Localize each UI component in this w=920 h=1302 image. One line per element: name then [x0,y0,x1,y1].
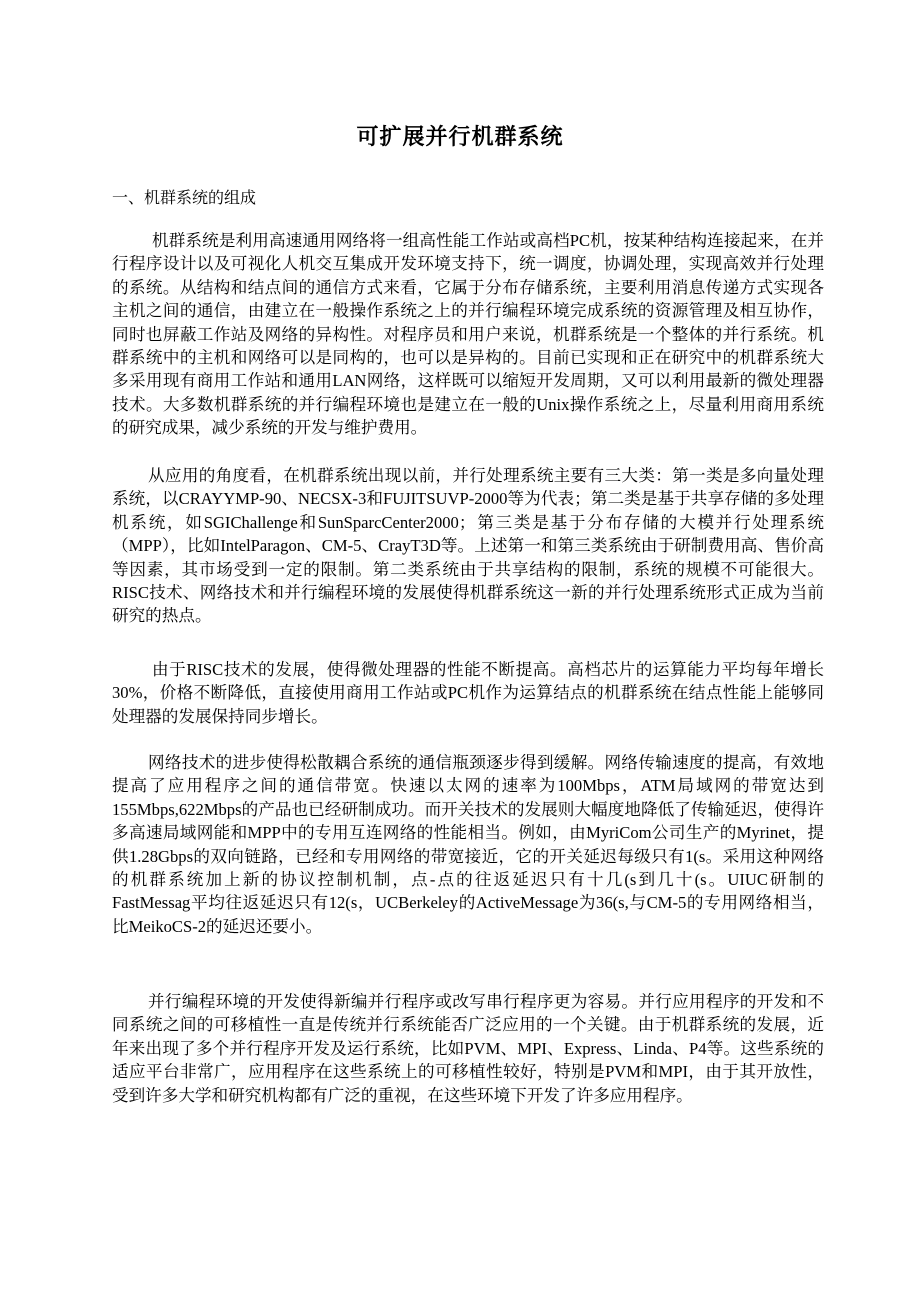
paragraph-5: 并行编程环境的开发使得新编并行程序或改写串行程序更为容易。并行应用程序的开发和不同系统之间的可移植性一直是传统并行系统能否广泛应用的一个关键。由于机群系统的发展，近年来出现了多个并行程序开发及运行系统，比如PVM、MPI、Express、Linda、P4等。这些系统的适应平台非常广，应用程序在这些系统上的可移植性较好，特别是PVM和MPI，由于其开放性，受到许多大学和研究机构都有广泛的重视，在这些环境下开发了许多应用程序。 [112,992,824,1105]
paragraph-2: 从应用的角度看，在机群系统出现以前，并行处理系统主要有三大类：第一类是多向量处理系统，以CRAYYMP-90、NECSX-3和FUJITSUVP-2000等为代表；第二类是基于共享存储的多处理机系统，如SGIChallenge和SunSparcCenter2000；第三类是基于分布存储的大模并行处理系统（MPP），比如IntelParagon、CM-5、CrayT3D等。上述第一和第三类系统由于研制费用高、售价高等因素，其市场受到一定的限制。第二类系统由于共享结构的限制，系统的规模不可能很大。RISC技术、网络技术和并行编程环境的发展使得机群系统这一新的并行处理系统形式正成为当前研究的热点。 [112,466,824,626]
paragraph-1: 机群系统是利用高速通用网络将一组高性能工作站或高档PC机，按某种结构连接起来，在并行程序设计以及可视化人机交互集成开发环境支持下，统一调度，协调处理，实现高效并行处理的系统。从结构和结点间的通信方式来看，它属于分布存储系统，主要利用消息传递方式实现各主机之间的通信，由建立在一般操作系统之上的并行编程环境完成系统的资源管理及相互协作，同时也屏蔽工作站及网络的异构性。对程序员和用户来说，机群系统是一个整体的并行系统。机群系统中的主机和网络可以是同构的，也可以是异构的。目前已实现和正在研究中的机群系统大多采用现有商用工作站和通用LAN网络，这样既可以缩短开发周期，又可以利用最新的微处理器技术。大多数机群系统的并行编程环境也是建立在一般的Unix操作系统之上，尽量利用商用系统的研究成果，减少系统的开发与维护费用。 [112,231,824,438]
paragraph-4: 网络技术的进步使得松散耦合系统的通信瓶颈逐步得到缓解。网络传输速度的提高，有效地提高了应用程序之间的通信带宽。快速以太网的速率为100Mbps，ATM局域网的带宽达到155Mbps,622Mbps的产品也已经研制成功。而开关技术的发展则大幅度地降低了传输延迟，使得许多高速局域网能和MPP中的专用互连网络的性能相当。例如，由MyriCom公司生产的Myrinet，提供1.28Gbps的双向链路，已经和专用网络的带宽接近，它的开关延迟每级只有1(s。采用这种网络的机群系统加上新的协议控制机制，点-点的往返延迟只有十几(s到几十(s。UIUC研制的FastMessag平均往返延迟只有12(s，UCBerkeley的ActiveMessage为36(s,与CM-5的专用网络相当，比MeikoCS-2的延迟还要小。 [112,753,824,936]
paragraph-3: 由于RISC技术的发展，使得微处理器的性能不断提高。高档芯片的运算能力平均每年增长30%，价格不断降低，直接使用商用工作站或PC机作为运算结点的机群系统在结点性能上能够同处理器的发展保持同步增长。 [112,660,824,726]
document-title: 可扩展并行机群系统 [356,125,564,150]
section-heading: 一、机群系统的组成 [112,188,257,207]
